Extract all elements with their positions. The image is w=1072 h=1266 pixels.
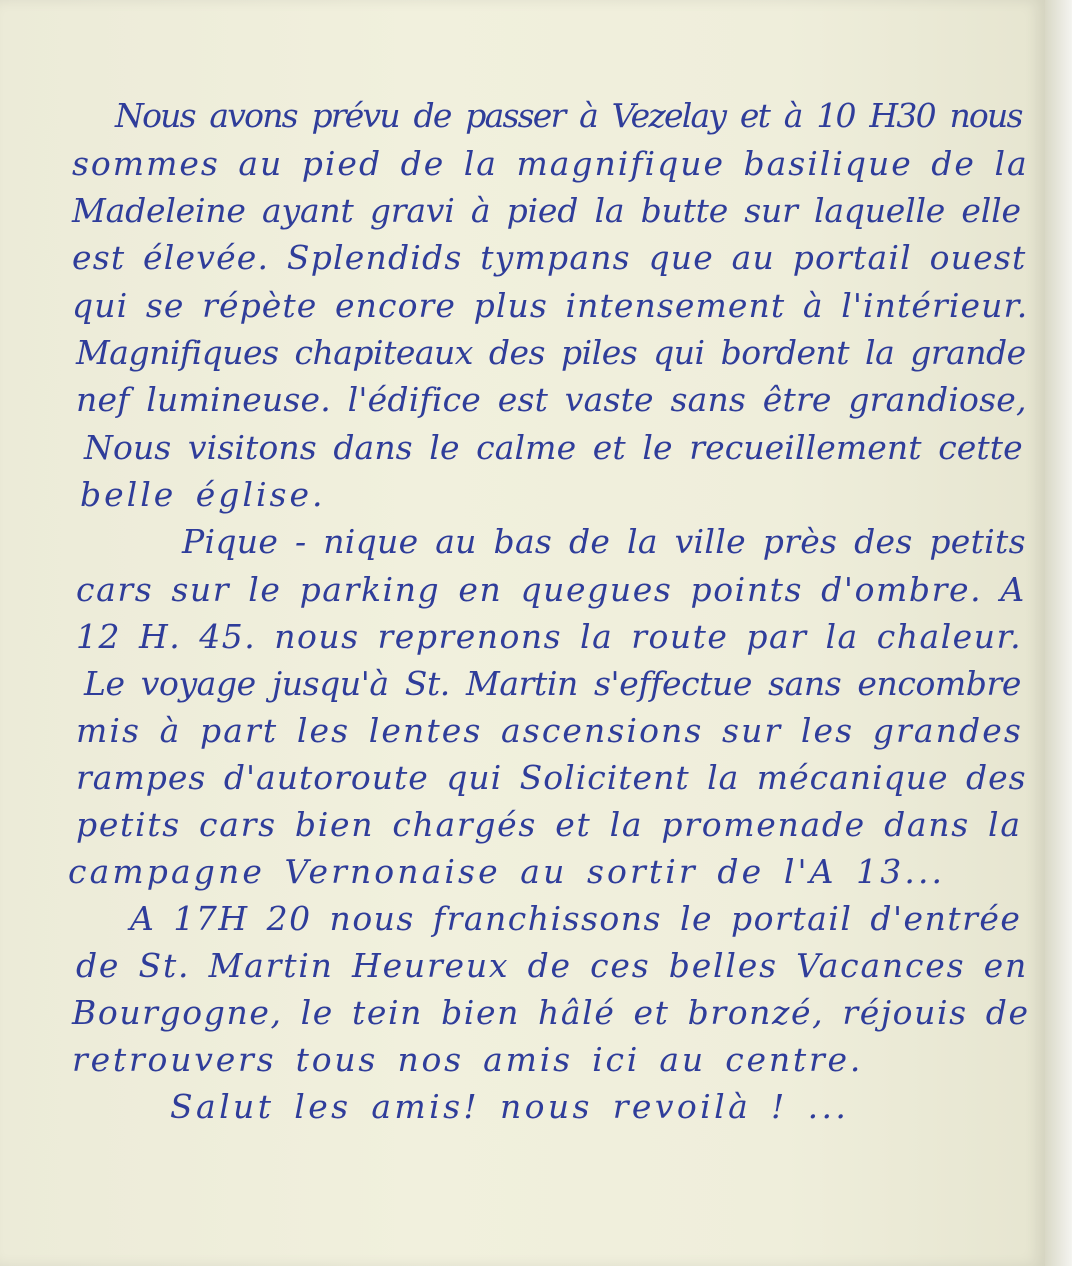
handwritten-line: Madeleine ayant gravi à pied la butte sur laquelle elle bbox=[72, 191, 1021, 230]
handwritten-line: Magnifiques chapiteaux des piles qui bordent la grande bbox=[76, 333, 1026, 372]
handwritten-line: sommes au pied de la magnifique basilique de la bbox=[72, 144, 1029, 183]
handwritten-line: qui se répète encore plus intensement à l'intérieur. bbox=[72, 286, 1029, 325]
handwritten-line: 12 H. 45. nous reprenons la route par la chaleur. bbox=[76, 617, 1023, 656]
handwritten-line: petits cars bien chargés et la promenade dans la bbox=[76, 805, 1022, 844]
handwritten-line: est élevée. Splendids tympans que au portail ouest bbox=[72, 238, 1027, 277]
page-edge bbox=[1045, 0, 1072, 1266]
handwritten-line: A 17H 20 nous franchissons le portail d'entrée bbox=[130, 899, 1022, 938]
handwritten-line: Nous visitons dans le calme et le recueillement cette bbox=[84, 428, 1023, 467]
handwritten-line: nef lumineuse. l'édifice est vaste sans être grandiose, bbox=[76, 380, 1027, 419]
handwritten-line: mis à part les lentes ascensions sur les grandes bbox=[76, 711, 1023, 750]
handwritten-line: campagne Vernonaise au sortir de l'A 13... bbox=[68, 852, 946, 891]
handwritten-line: belle église. bbox=[80, 475, 326, 514]
handwritten-line: retrouvers tous nos amis ici au centre. bbox=[72, 1040, 864, 1079]
handwritten-line: Bourgogne, le tein bien hâlé et bronzé, réjouis de bbox=[72, 993, 1030, 1032]
handwritten-line: de St. Martin Heureux de ces belles Vacances en bbox=[76, 946, 1029, 985]
handwritten-line: Le voyage jusqu'à St. Martin s'effectue sans encombre bbox=[84, 664, 1022, 703]
handwritten-line: rampes d'autoroute qui Solicitent la mécanique des bbox=[76, 758, 1027, 797]
handwritten-line: Salut les amis! nous revoilà ! ... bbox=[170, 1087, 850, 1126]
handwritten-line: Nous avons prévu de passer à Vezelay et à 10 H30 nous bbox=[115, 96, 1022, 135]
handwritten-line: Pique - nique au bas de la ville près des petits bbox=[182, 522, 1026, 561]
handwritten-line: cars sur le parking en quegues points d'ombre. A bbox=[76, 570, 1026, 609]
